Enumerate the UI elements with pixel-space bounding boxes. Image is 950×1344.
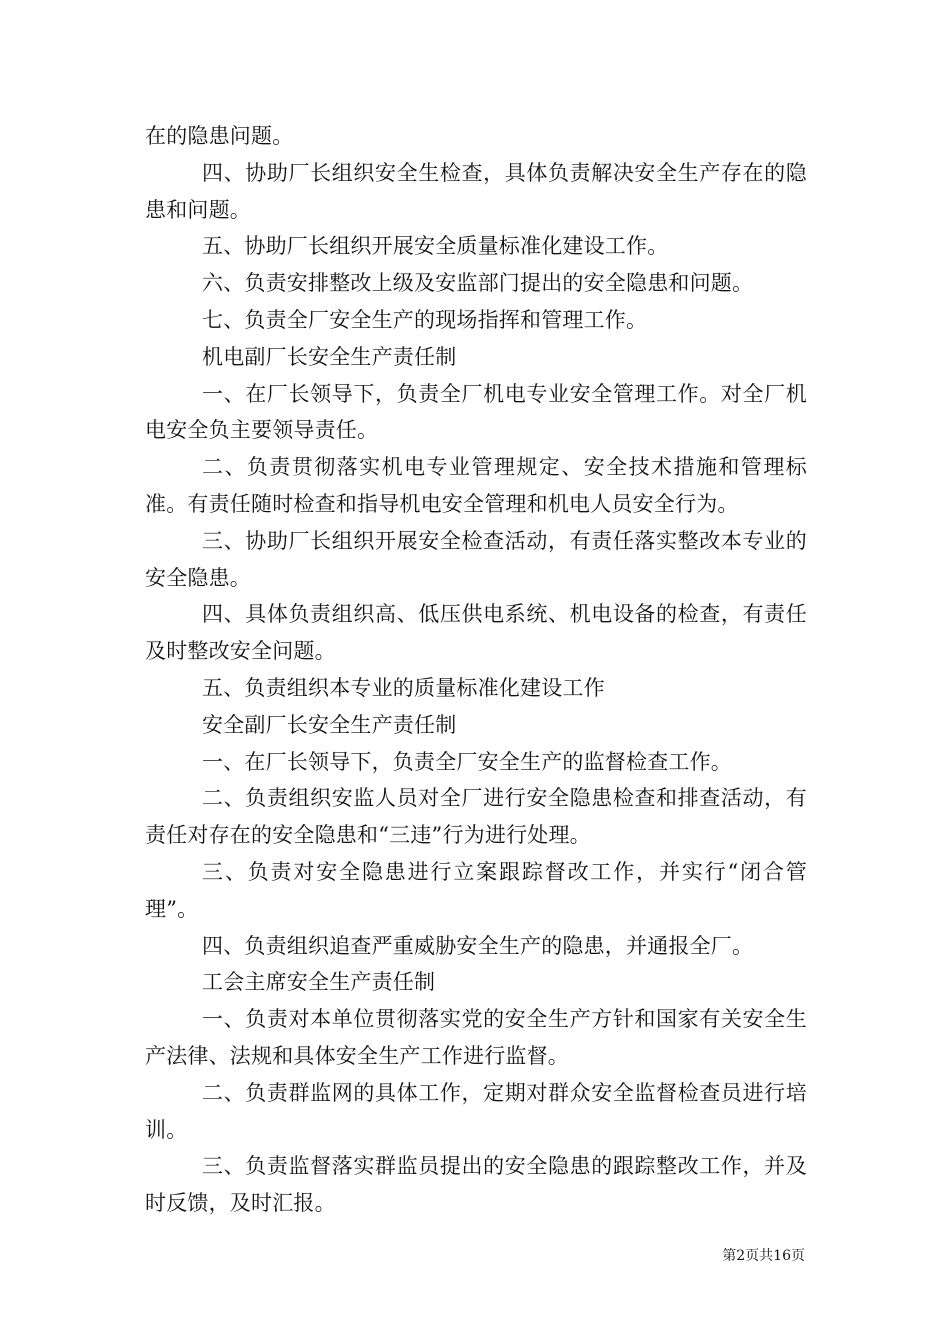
paragraph: 四、具体负责组织高、低压供电系统、机电设备的检查，有责任及时整改安全问题。 — [145, 602, 807, 664]
paragraph: 四、协助厂长组织安全生检查，具体负责解决安全生产存在的隐患和问题。 — [145, 160, 807, 222]
paragraph: 一、在厂长领导下，负责全厂机电专业安全管理工作。对全厂机电安全负主要领导责任。 — [145, 381, 807, 443]
paragraph: 二、负责群监网的具体工作，定期对群众安全监督检查员进行培训。 — [145, 1080, 807, 1142]
section-heading: 机电副厂长安全生产责任制 — [202, 344, 457, 369]
section-heading: 工会主席安全生产责任制 — [202, 970, 436, 995]
document-body — [145, 118, 807, 1222]
paragraph: 五、协助厂长组织开展安全质量标准化建设工作。 — [202, 234, 669, 259]
paragraph: 三、协助厂长组织开展安全检查活动，有责任落实整改本专业的安全隐患。 — [145, 528, 807, 590]
paragraph: 一、在厂长领导下，负责全厂安全生产的监督检查工作。 — [202, 749, 732, 774]
paragraph: 五、负责组织本专业的质量标准化建设工作 — [202, 675, 605, 700]
paragraph: 二、负责组织安监人员对全厂进行安全隐患检查和排查活动，有责任对存在的安全隐患和“三违”行为进行处理。 — [145, 786, 807, 848]
paragraph: 六、负责安排整改上级及安监部门提出的安全隐患和问题。 — [202, 271, 754, 296]
paragraph: 三、负责监督落实群监员提出的安全隐患的跟踪整改工作，并及时反馈，及时汇报。 — [145, 1154, 807, 1216]
paragraph: 一、负责对本单位贯彻落实党的安全生产方针和国家有关安全生产法律、法规和具体安全生产工作进行监督。 — [145, 1007, 807, 1068]
paragraph: 四、负责组织追查严重威胁安全生产的隐患，并通报全厂。 — [202, 933, 754, 958]
page-number: 第2页共16页 — [722, 1248, 805, 1264]
paragraph: 七、负责全厂安全生产的现场指挥和管理工作。 — [202, 307, 648, 332]
paragraph: 二、负责贯彻落实机电专业管理规定、安全技术措施和管理标准。有责任随时检查和指导机电安全管理和机电人员安全行为。 — [145, 455, 807, 516]
section-heading: 安全副厂长安全生产责任制 — [202, 712, 457, 737]
paragraph: 三、负责对安全隐患进行立案跟踪督改工作，并实行“闭合管理”。 — [145, 859, 807, 921]
paragraph: 在的隐患问题。 — [145, 124, 294, 148]
